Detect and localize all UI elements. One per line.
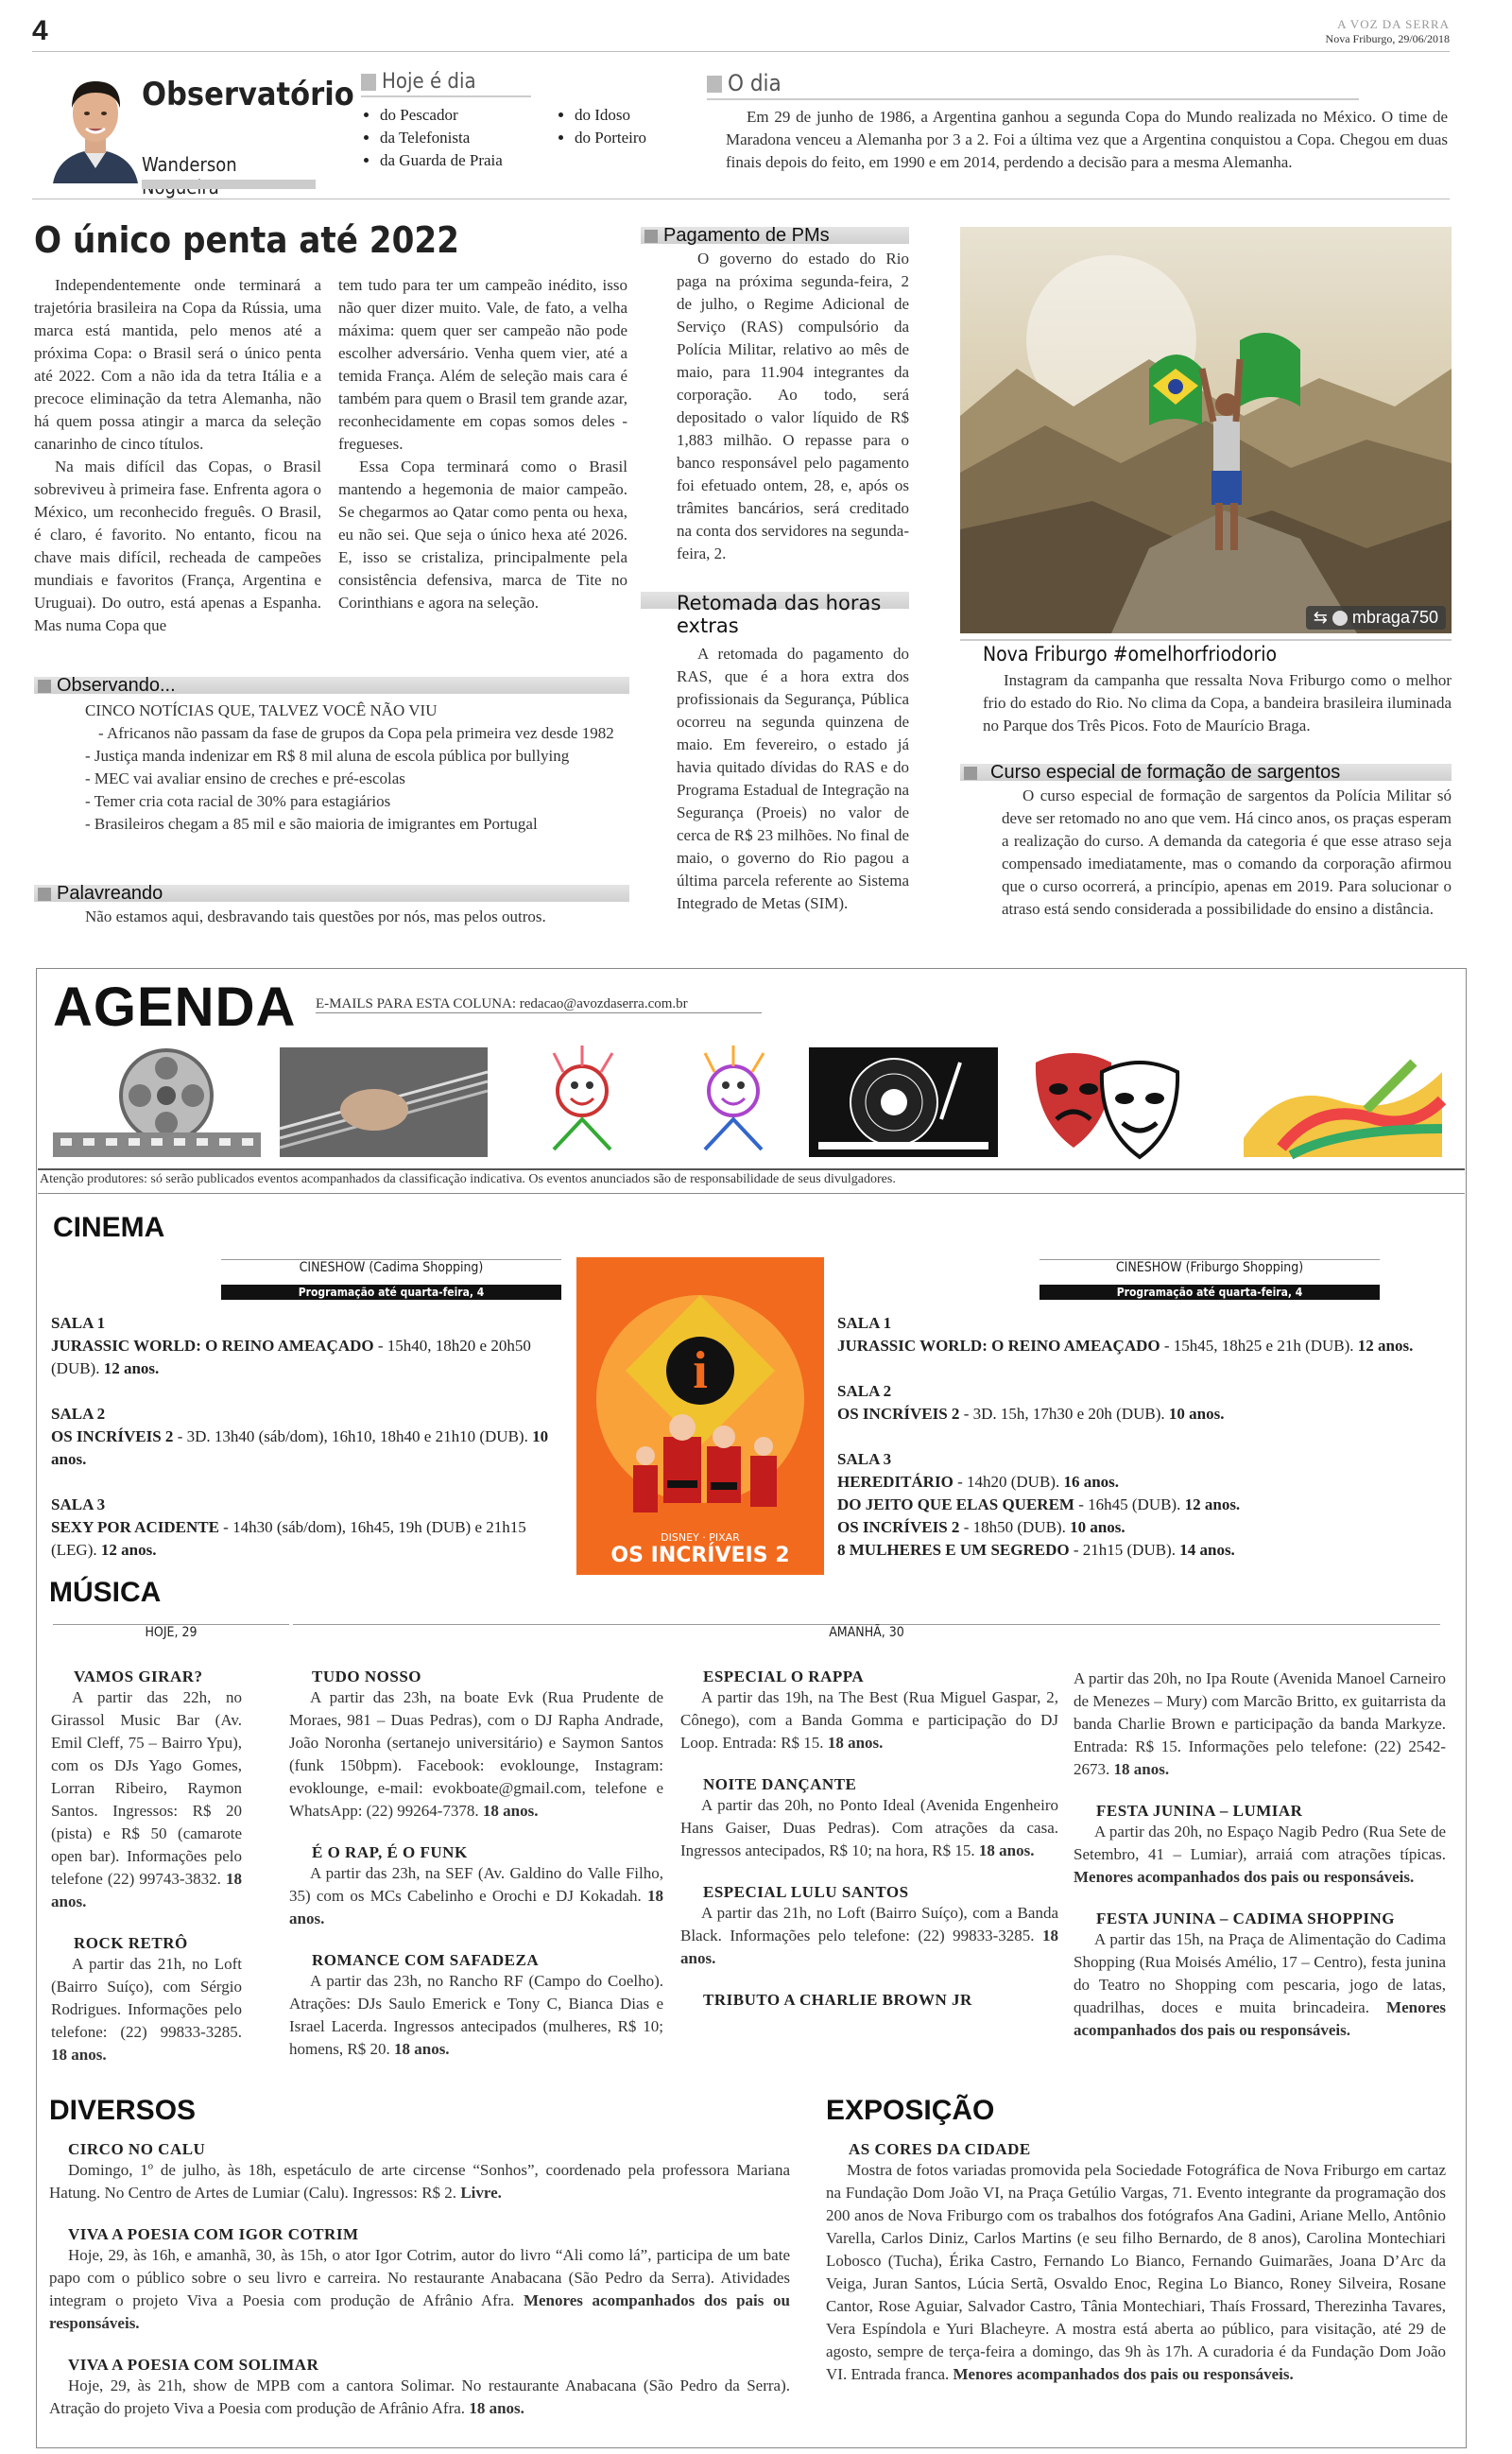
film-entry xyxy=(837,1539,1452,1562)
film-title: OS INCRÍVEIS 2 xyxy=(837,1518,960,1536)
film-showtimes: - 15h40, 18h20 e 20h50 (DUB). xyxy=(51,1337,531,1377)
event-text: A partir das 19h, na The Best (Rua Miguel Gaspar, 2, Cônego), com a Banda Gomma e participação do DJ Loop. Entrada: R$ 15. xyxy=(680,1688,1058,1752)
observando-line: - MEC vai avaliar ensino de creches e pré-escolas xyxy=(85,769,405,787)
o-dia-text: Em 29 de junho de 1986, a Argentina ganhou a segunda Copa do Mundo realizada no México. O time de Maradona venceu a Alemanha por 3 a 2. Foi a última vez que a Argentina conquistou a Copa. Chegou em duas finais depois do feito, em 1990 e em 2014, perdendo a decisão para a mesma Alemanha. xyxy=(726,108,1448,171)
pagamento-title: Pagamento de PMs xyxy=(663,225,830,246)
mountain-photo xyxy=(960,227,1452,633)
palavreando xyxy=(34,885,629,928)
guitar-icon xyxy=(280,1047,488,1157)
film-rating: 12 anos. xyxy=(103,1359,160,1377)
event-text: Mostra de fotos variadas promovida pela Sociedade Fotográfica de Nova Friburgo em cartaz na Fundação Dom João VI, na Praça Getúlio Vargas, 71. Evento integrante da programação dos 200 anos de Nova Friburgo com os trabalhos dos fotógrafos Ana Gadini, Ariane Mello, Antônio Varella, Carlos Diniz, Carlos Martins (e seu filho Bernardo, de 8 anos), Carolina Montechiari Lobosco (Tucha), Érika Castro, Fernando Lo Bianco, Fernando Guimarães, Joana D’Arc da Veiga, Juran Santos, Lúcia Sertã, Osvaldo Enoc, Regina Lo Bianco, Roney Silveira, Rosane Cantor, Rose Aguiar, Salvador Castro, Tânia Montechiari, Thaís Frossard, Therezinha Tavares, Vera Espíndola e Yuri Blacheyre. A mostra está aberta ao público, para visitação, até 29 de agosto, sempre de terça-feira a domingo, das 9h às 17h. A curadoria é da Fundação Dom João VI. Entrada franca. xyxy=(826,2161,1446,2383)
event-title: ESPECIAL LULU SANTOS xyxy=(703,1883,909,1901)
event-text: Hoje, 29, às 16h, e amanhã, 30, às 15h, o ator Igor Cotrim, autor do livro “Ali como lá”, participa de um bate papo com o público sobre o seu livro e carreira. No restaurante Anabacana (São Pedro da Serra). Atividades integram o projeto Viva a Poesia com produção de Afrânio Afra. xyxy=(49,2246,790,2309)
film-title: SEXY POR ACIDENTE xyxy=(51,1518,219,1536)
event-text: A partir das 20h, no Espaço Nagib Pedro (Rua Sete de Setembro, 41 – Lumiar), arraiá com atrações típicas. xyxy=(1074,1823,1446,1863)
retomada-text: A retomada do pagamento do RAS, que é a hora extra dos profissionais da Segurança, Pública ocorreu na segunda quinzena de maio. Em fevereiro, o estado já havia quitado dívidas do RAS e do Programa Estadual de Integração na Segurança (Proeis) no valor de cerca de R$ 23 milhões. No final de maio, o governo do Rio pagou a última parcela referente ao Sistema Integrado de Metas (SIM). xyxy=(677,645,909,912)
event-rating: Menores acompanhados dos pais ou responsáveis. xyxy=(1074,1868,1415,1886)
film-title: JURASSIC WORLD: O REINO AMEAÇADO xyxy=(837,1337,1160,1355)
observando-line: - Temer cria cota racial de 30% para estagiários xyxy=(85,792,391,810)
exposicao-title: EXPOSIÇÃO xyxy=(826,2095,995,2126)
masthead xyxy=(1326,17,1450,46)
hoje-item: • da Guarda de Praia xyxy=(380,149,503,172)
room-label: SALA 1 xyxy=(51,1314,106,1332)
film-entry xyxy=(837,1403,1452,1426)
event-rating: 18 anos. xyxy=(1113,1760,1170,1778)
article-paragraph: tem tudo para ter um campeão inédito, isso não quer dizer muito. Vale, de fato, a velha máxima: quem quer ser campeão não pode escolher adversário. Venha quem vier, até a temida França. Além de seleção mais cara é também para quem o Brasil tem grande azar, reconhecidamente em copas somos deles - fregueses. xyxy=(338,276,627,453)
repost-icon: ⇆ xyxy=(1313,608,1328,627)
event-text: Hoje, 29, às 21h, show de MPB com a cantora Solimar. No restaurante Anabacana (São Pedro da Serra). Atração do projeto Viva a Poesia com produção de Afrânio Afra. xyxy=(49,2376,790,2417)
event-title: NOITE DANÇANTE xyxy=(703,1775,857,1793)
agenda-title: AGENDA xyxy=(53,976,297,1038)
palavreando-title: Palavreando xyxy=(57,883,163,904)
event-rating: 18 anos. xyxy=(680,1927,1058,1967)
retomada xyxy=(641,592,909,915)
room-label: SALA 2 xyxy=(837,1382,892,1400)
curso-title: Curso especial de formação de sargentos xyxy=(990,762,1341,783)
palavreando-text: Não estamos aqui, desbravando tais questões por nós, mas pelos outros. xyxy=(85,907,546,925)
hoje-list-2 xyxy=(575,104,646,149)
event-text: Domingo, 1º de julho, às 18h, espetáculo de arte circense “Sonhos”, coordenado pela professora Mariana Hatung. No Centro de Artes de Lumiar (Calu). Ingressos: R$ 2. xyxy=(49,2161,790,2202)
cinema-title: CINEMA xyxy=(53,1212,165,1243)
event-rating: 18 anos. xyxy=(51,2046,107,2064)
film-title: OS INCRÍVEIS 2 xyxy=(837,1405,960,1423)
room-label: SALA 3 xyxy=(837,1450,892,1468)
paper-name: A VOZ DA SERRA xyxy=(1337,17,1450,31)
amanha-label: AMANHÃ, 30 xyxy=(293,1624,1440,1640)
film-rating: 10 anos. xyxy=(1070,1518,1125,1536)
observatorio-bar xyxy=(142,180,316,189)
cinema-right-list xyxy=(837,1312,1452,1562)
schedule-note: Programação até quarta-feira, 4 xyxy=(1040,1285,1380,1300)
event-text: A partir das 21h, no Loft (Bairro Suíço), com Sérgio Rodrigues. Informações pelo telefone: (22) 99833-3285. xyxy=(51,1955,242,2041)
columnist-name: Wanderson xyxy=(142,153,237,176)
event-title: FESTA JUNINA – CADIMA SHOPPING xyxy=(1096,1910,1395,1927)
film-rating: 14 anos. xyxy=(1179,1541,1235,1559)
film-showtimes: - 3D. 15h, 17h30 e 20h (DUB). xyxy=(959,1405,1169,1423)
film-entry xyxy=(837,1471,1452,1494)
o-dia xyxy=(707,70,1448,174)
section-marker xyxy=(38,888,51,901)
film-entry xyxy=(837,1516,1452,1539)
observando-line: - Justiça manda indenizar em R$ 8 mil aluna de escola pública por bullying xyxy=(85,747,570,765)
musica-title: MÚSICA xyxy=(49,1577,162,1608)
agenda-notice: Atenção produtores: só serão publicados eventos acompanhados da classificação indicativa. Os eventos anunciados são de responsabilidade de seus divulgadores. xyxy=(40,1172,896,1186)
photo-caption xyxy=(960,639,1452,737)
kids-drawing-icon xyxy=(554,1046,764,1149)
section-marker xyxy=(964,767,977,780)
page-number: 4 xyxy=(32,15,48,46)
hoje-item: • da Telefonista xyxy=(380,127,503,149)
room-label: SALA 3 xyxy=(51,1495,106,1513)
hoje-item: • do Pescador xyxy=(380,104,503,127)
room-label: SALA 2 xyxy=(51,1405,106,1423)
main-headline: O único penta até 2022 xyxy=(34,219,459,261)
film-entry xyxy=(837,1494,1452,1516)
cinema-room xyxy=(837,1448,1452,1562)
film-rating: 12 anos. xyxy=(1357,1337,1414,1355)
event-text: A partir das 20h, no Ponto Ideal (Avenida Engenheiro Hans Gaiser, Duas Pedras). Com atrações da casa. Ingressos antecipados, R$ 10; na hora, R$ 15. xyxy=(680,1796,1058,1859)
event-text: A partir das 23h, na SEF (Av. Galdino do Valle Filho, 35) com os MCs Cabelinho e Orochi e DJ Kokadah. xyxy=(289,1864,663,1905)
event-title: VAMOS GIRAR? xyxy=(74,1668,203,1685)
film-rating: 12 anos. xyxy=(100,1541,157,1559)
event-title: ROCK RETRÔ xyxy=(74,1934,188,1952)
hoje-e-dia-title: Hoje é dia xyxy=(382,70,476,94)
pagamento-pms xyxy=(641,227,909,565)
film-showtimes: - 14h30 (sáb/dom), 16h45, 19h (DUB) e 21h15 (LEG). xyxy=(51,1518,526,1559)
event-title: AS CORES DA CIDADE xyxy=(849,2140,1031,2158)
event-rating: Menores acompanhados dos pais ou responsáveis. xyxy=(49,2291,790,2332)
film-showtimes: - 16h45 (DUB). xyxy=(1074,1495,1185,1513)
cinema-room xyxy=(51,1312,563,1380)
instagram-handle: ⇆ mbraga750 xyxy=(1306,606,1446,630)
event-rating: 18 anos. xyxy=(978,1841,1035,1859)
event-rating: Menores acompanhados dos pais ou responsáveis. xyxy=(953,2365,1294,2383)
event-rating: Menores acompanhados dos pais ou responsáveis. xyxy=(1074,1998,1446,2039)
curso-text: O curso especial de formação de sargentos da Polícia Militar só deve ser retomado no ano que vem. Há cinco anos, os praças esperam a realização do curso. A demanda da categoria é que esse atraso seja compensado imediatamente, mas o comando da corporação afirmou que o curso ocorrerá, a princípio, apenas em 2019. Para solucionar o atraso está sendo considerada a possibilidade do ensino a distância. xyxy=(1002,786,1452,918)
observatorio-box xyxy=(32,66,354,195)
event-title: VIVA A POESIA COM SOLIMAR xyxy=(68,2356,319,2374)
theater-masks-icon xyxy=(1036,1053,1177,1157)
film-rating: 16 anos. xyxy=(1063,1473,1120,1491)
agenda-banner xyxy=(53,1044,1452,1167)
event-text: A partir das 20h, no Ipa Route (Avenida Manoel Carneiro de Menezes – Mury) com Marcão Britto, ex guitarrista da banda Charlie Brown e participação da banda Markyze. Entrada: R$ 15. Informações pelo telefone: (22) 2542-2673. xyxy=(1074,1669,1446,1778)
event-title: CIRCO NO CALU xyxy=(68,2140,206,2158)
section-marker xyxy=(38,680,51,693)
schedule-note: Programação até quarta-feira, 4 xyxy=(221,1285,561,1300)
feature-photo xyxy=(960,227,1452,633)
film-title: 8 MULHERES E UM SEGREDO xyxy=(837,1541,1070,1559)
film-entry xyxy=(51,1426,563,1471)
musica-col-3 xyxy=(680,1668,1058,2010)
film-showtimes: - 14h20 (DUB). xyxy=(953,1473,1064,1491)
svg-text:i: i xyxy=(693,1341,708,1400)
event-title: ROMANCE COM SAFADEZA xyxy=(312,1951,540,1969)
columnist-photo xyxy=(45,70,146,183)
musica-col-4 xyxy=(1074,1668,1446,2042)
venue-name: CINESHOW (Friburgo Shopping) xyxy=(1040,1259,1380,1275)
venue-name: CINESHOW (Cadima Shopping) xyxy=(221,1259,561,1275)
film-entry xyxy=(51,1335,563,1380)
event-text: A partir das 22h, no Girassol Music Bar (Av. Emil Cleff, 75 – Bairro Ypu), com os DJs Yago Gomes, Lorran Ribeiro, Raymon Santos. Ingressos: R$ 20 (pista) e R$ 50 (camarote open bar). Informações pelo telefone (22) 99743-3832. xyxy=(51,1688,242,1888)
curso-especial xyxy=(960,764,1452,921)
event-text: A partir das 23h, no Rancho RF (Campo do Coelho). Atrações: DJs Saulo Emerick e Tony C, Bianca Dias e Israel Lacerda. Ingressos antecipados (mulheres, R$ 10; homens, R$ 20. xyxy=(289,1972,663,2058)
hoje-list-1 xyxy=(380,104,503,172)
movie-poster xyxy=(576,1257,824,1575)
event-text: A partir das 23h, na boate Evk (Rua Prudente de Moraes, 981 – Duas Pedras), com o DJ Rapha Andrade, João Noronha (sertanejo universitário) e Saymon Santos (funk 150bpm). Facebook: evoklounge, Instagram: evoklounge, e-mail: evokboate@gmail.com, telefone e WhatsApp: (22) 99264-7378. xyxy=(289,1688,663,1820)
film-title: OS INCRÍVEIS 2 xyxy=(51,1427,174,1445)
film-title: DO JEITO QUE ELAS QUEREM xyxy=(837,1495,1074,1513)
room-label: SALA 1 xyxy=(837,1314,892,1332)
event-title: TUDO NOSSO xyxy=(312,1668,421,1685)
agenda-emails: E-MAILS PARA ESTA COLUNA: redacao@avozdaserra.com.br xyxy=(316,996,762,1013)
poster-title: OS INCRÍVEIS 2 xyxy=(610,1544,790,1567)
cinema-left-header xyxy=(221,1259,561,1300)
event-title: TRIBUTO A CHARLIE BROWN JR xyxy=(703,1991,972,2009)
article-paragraph: Na mais difícil das Copas, o Brasil sobreviveu à primeira fase. Enfrenta agora o México, um reconhecido freguês. O Brasil, é claro, é favorito. No entanto, ficou na chave mais difícil, recheada de campeões mundiais e favoritos (França, Argentina e Uruguai). Do outro, está apenas a Espanha. Mas numa Copa que xyxy=(34,458,321,634)
exposicao-col xyxy=(826,2140,1446,2386)
hoje-e-dia xyxy=(361,70,682,169)
event-text: A partir das 21h, no Loft (Bairro Suíço), com a Banda Black. Informações pelo telefone: (22) 99833-3285. xyxy=(680,1904,1058,1944)
pagamento-text: O governo do estado do Rio paga na próxima segunda-feira, 2 de julho, o Regime Adicional de Serviço (RAS) compulsório da Polícia Militar, relativo ao mês de maio, para 11.904 integrantes da corporação. Ao todo, será depositado o valor líquido de R$ 1,883 milhão. O repasse para o banco responsável pelo pagamento foi efetuado ontem, 28, e, após os trâmites bancários, será creditado na conta dos servidores na segunda-feira, 2. xyxy=(677,250,909,562)
cinema-room xyxy=(51,1494,563,1562)
film-entry xyxy=(51,1516,563,1562)
event-rating: 18 anos. xyxy=(827,1734,884,1752)
header-rule xyxy=(32,51,1450,52)
article-col-2 xyxy=(338,274,627,614)
observando-line: CINCO NOTÍCIAS QUE, TALVEZ VOCÊ NÃO VIU xyxy=(85,701,438,719)
event-rating: 18 anos. xyxy=(289,1887,663,1927)
diversos-title: DIVERSOS xyxy=(49,2095,197,2126)
cinema-room xyxy=(837,1380,1452,1426)
film-entry xyxy=(837,1335,1452,1357)
dateline: Nova Friburgo, 29/06/2018 xyxy=(1325,32,1450,45)
section-marker xyxy=(707,76,722,93)
film-title: HEREDITÁRIO xyxy=(837,1473,954,1491)
photo-caption-text: Instagram da campanha que ressalta Nova Friburgo como o melhor frio do estado do Rio. No clima da Copa, a bandeira brasileira iluminada no Parque dos Três Picos. Foto de Maurício Braga. xyxy=(983,671,1452,734)
event-title: ESPECIAL O RAPPA xyxy=(703,1668,865,1685)
event-title: FESTA JUNINA – LUMIAR xyxy=(1096,1802,1303,1820)
film-rating: 12 anos. xyxy=(1184,1495,1241,1513)
poster-brand: DISNEY · PIXAR xyxy=(661,1531,740,1544)
avatar xyxy=(1332,611,1348,626)
cinema-left-list xyxy=(51,1312,563,1562)
article-col-1 xyxy=(34,274,321,637)
event-rating: Livre. xyxy=(460,2184,502,2202)
section-marker xyxy=(644,230,658,243)
film-reel-icon xyxy=(53,1050,261,1157)
section-marker xyxy=(361,74,376,91)
vinyl-record-icon xyxy=(809,1047,998,1157)
film-showtimes: - 18h50 (DUB). xyxy=(959,1518,1071,1536)
event-title: É O RAP, É O FUNK xyxy=(312,1843,468,1861)
hoje-item: • do Porteiro xyxy=(575,127,646,149)
musica-col-2 xyxy=(289,1668,663,2061)
retomada-title: Retomada das horas extras xyxy=(641,592,909,637)
event-rating: 18 anos. xyxy=(51,1870,242,1910)
hoje-label: HOJE, 29 xyxy=(53,1624,289,1640)
diversos-col xyxy=(49,2140,790,2420)
observando-title: Observando... xyxy=(57,675,176,696)
cinema-room xyxy=(51,1403,563,1471)
observando-line: - Africanos não passam da fase de grupos da Copa pela primeira vez desde 1982 xyxy=(98,724,614,742)
film-rating: 10 anos. xyxy=(51,1427,549,1468)
film-rating: 10 anos. xyxy=(1168,1405,1225,1423)
film-showtimes: - 15h45, 18h25 e 21h (DUB). xyxy=(1160,1337,1358,1355)
event-title: VIVA A POESIA COM IGOR COTRIM xyxy=(68,2225,359,2243)
film-title: JURASSIC WORLD: O REINO AMEAÇADO xyxy=(51,1337,374,1355)
event-text: A partir das 15h, na Praça de Alimentação do Cadima Shopping (Rua Moisés Amélio, 17 – Centro), festa junina do Teatro no Shopping com pescaria, jogo de latas, quadrilhas, doces e muita brincadeira. xyxy=(1074,1930,1446,2016)
event-rating: 18 anos. xyxy=(469,2399,524,2417)
observando-line: - Brasileiros chegam a 85 mil e são maioria de imigrantes em Portugal xyxy=(85,815,538,833)
event-rating: 18 anos. xyxy=(393,2040,450,2058)
photo-caption-title: Nova Friburgo #omelhorfriodorio xyxy=(960,639,1452,665)
film-showtimes: - 3D. 13h40 (sáb/dom), 16h10, 18h40 e 21h10 (DUB). xyxy=(173,1427,533,1445)
paint-brush-icon xyxy=(1244,1063,1442,1157)
o-dia-title: O dia xyxy=(728,70,782,96)
article-paragraph: Essa Copa terminará como o Brasil mantendo a hegemonia de maior campeão. Se chegarmos ao Qatar como penta ou hexa, eu não sei. Que seja o único hexa até 2026. E, isso se cristaliza, principalmente pela consistência defensiva, marca de Tite no Corinthians e agora na seleção. xyxy=(338,458,627,612)
hoje-item: • do Idoso xyxy=(575,104,646,127)
event-rating: 18 anos. xyxy=(482,1802,539,1820)
cinema-right-header xyxy=(1040,1259,1380,1300)
article-paragraph: Independentemente onde terminará a trajetória brasileira na Copa da Rússia, uma marca está mantida, pelo menos até a próxima Copa: o Brasil será o único penta até 2022. Com a não ida da tetra Itália e a precoce eliminação da tetra Alemanha, não há quem possa atingir a marca da seleção canarinho de cinco títulos. xyxy=(34,276,321,453)
observando xyxy=(34,677,629,836)
cinema-room xyxy=(837,1312,1452,1357)
film-showtimes: - 21h15 (DUB). xyxy=(1069,1541,1180,1559)
musica-col-1 xyxy=(51,1668,242,2066)
observatorio-title: Observatório xyxy=(142,76,354,113)
